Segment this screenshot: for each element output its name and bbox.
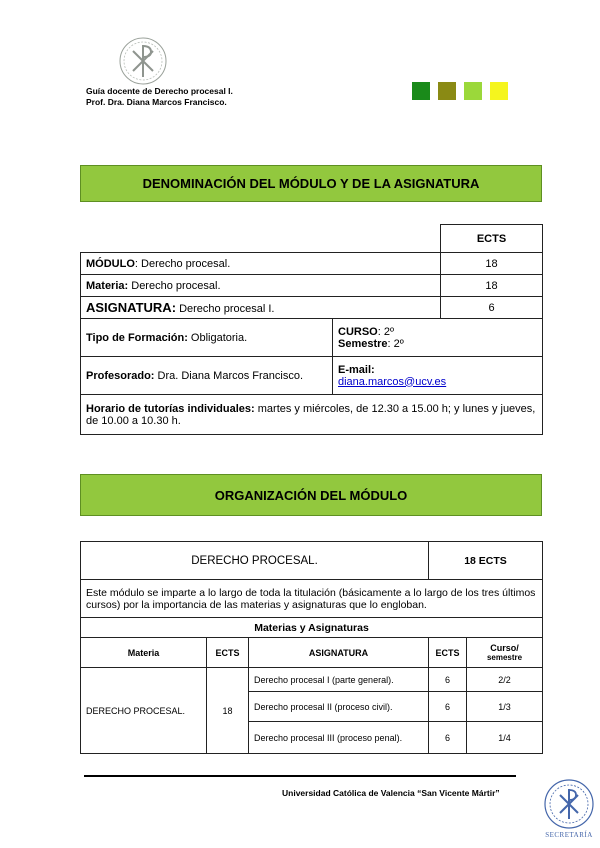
- module-name: DERECHO PROCESAL.: [81, 542, 429, 580]
- profesorado-value: Dra. Diana Marcos Francisco.: [154, 369, 304, 382]
- materia-value: Derecho procesal.: [128, 279, 221, 292]
- curso-cell: [333, 319, 543, 357]
- curso-value: : 2º: [377, 325, 394, 338]
- materia-ects: 18: [441, 275, 543, 297]
- ects-row-3: 6: [429, 722, 467, 754]
- section-title-organizacion: ORGANIZACIÓN DEL MÓDULO: [80, 474, 542, 516]
- col-curso-label: Curso/: [490, 643, 519, 653]
- materia-ects-value: 18: [207, 668, 249, 754]
- module-ects: 18 ECTS: [429, 542, 543, 580]
- curso-row-3: 1/4: [467, 722, 543, 754]
- col-ects: ECTS: [207, 638, 249, 668]
- color-square-4: [490, 82, 508, 100]
- col-curso: [467, 638, 543, 668]
- ects-row-1: 6: [429, 668, 467, 692]
- curso-row-2: 1/3: [467, 692, 543, 722]
- materia-cell: [81, 275, 441, 297]
- header-line-professor: Prof. Dra. Diana Marcos Francisco.: [86, 97, 227, 107]
- semestre-value: : 2º: [387, 337, 404, 350]
- semestre-label: Semestre: [338, 337, 388, 350]
- asignatura-row-1: Derecho procesal I (parte general).: [249, 668, 429, 692]
- color-square-1: [412, 82, 430, 100]
- col-asignatura: ASIGNATURA: [249, 638, 429, 668]
- email-cell: [333, 357, 543, 395]
- horario-label: Horario de tutorías individuales:: [86, 402, 255, 415]
- color-square-2: [438, 82, 456, 100]
- materias-subheader: Materias y Asignaturas: [81, 618, 543, 638]
- horario-cell: [81, 395, 543, 435]
- module-info-table: [80, 224, 543, 435]
- header-text: [86, 86, 233, 108]
- modulo-cell: [81, 253, 441, 275]
- module-description: Este módulo se imparte a lo largo de toda la titulación (básicamente a lo largo de los tres últimos cursos) por la importancia de las materias y asignaturas que lo engloban.: [81, 580, 543, 618]
- materia-label: Materia:: [86, 279, 129, 292]
- color-squares: [412, 82, 508, 100]
- email-link[interactable]: diana.marcos@ucv.es: [338, 375, 447, 388]
- header-line-guide: Guía docente de Derecho procesal I.: [86, 86, 233, 96]
- ects-row-2: 6: [429, 692, 467, 722]
- col-materia: Materia: [81, 638, 207, 668]
- tipo-cell: [81, 319, 333, 357]
- university-logo-icon: [118, 36, 168, 86]
- secretaria-seal-icon: [540, 778, 598, 840]
- col-ects-2: ECTS: [429, 638, 467, 668]
- section-title-denominacion: DENOMINACIÓN DEL MÓDULO Y DE LA ASIGNATURA: [80, 165, 542, 202]
- asignatura-row-3: Derecho procesal III (proceso penal).: [249, 722, 429, 754]
- modulo-label: MÓDULO: [86, 257, 135, 270]
- col-semestre-label: semestre: [486, 653, 523, 662]
- modulo-ects: 18: [441, 253, 543, 275]
- color-square-3: [464, 82, 482, 100]
- profesorado-label: Profesorado:: [86, 369, 155, 382]
- ects-header: ECTS: [441, 225, 543, 253]
- asignatura-label: ASIGNATURA:: [86, 300, 177, 315]
- tipo-value: Obligatoria.: [187, 331, 248, 344]
- asignatura-cell: [81, 297, 441, 319]
- seal-text: SECRETARÍA: [545, 831, 593, 839]
- modulo-value: : Derecho procesal.: [134, 257, 231, 270]
- horario-value: martes y miércoles, de 12.30 a 15.00 h; y lunes y jueves, de 10.00 a 10.30 h.: [86, 402, 536, 427]
- asignatura-row-2: Derecho procesal II (proceso civil).: [249, 692, 429, 722]
- organizacion-table: [80, 541, 543, 754]
- materia-name: DERECHO PROCESAL.: [81, 668, 207, 754]
- curso-label: CURSO: [338, 325, 378, 338]
- email-label: E-mail:: [338, 363, 375, 376]
- tipo-label: Tipo de Formación:: [86, 331, 188, 344]
- footer-divider: [84, 775, 516, 777]
- asignatura-ects: 6: [441, 297, 543, 319]
- asignatura-value: Derecho procesal I.: [176, 303, 275, 315]
- footer-university: Universidad Católica de Valencia “San Vicente Mártir”: [282, 788, 500, 798]
- curso-row-1: 2/2: [467, 668, 543, 692]
- profesorado-cell: [81, 357, 333, 395]
